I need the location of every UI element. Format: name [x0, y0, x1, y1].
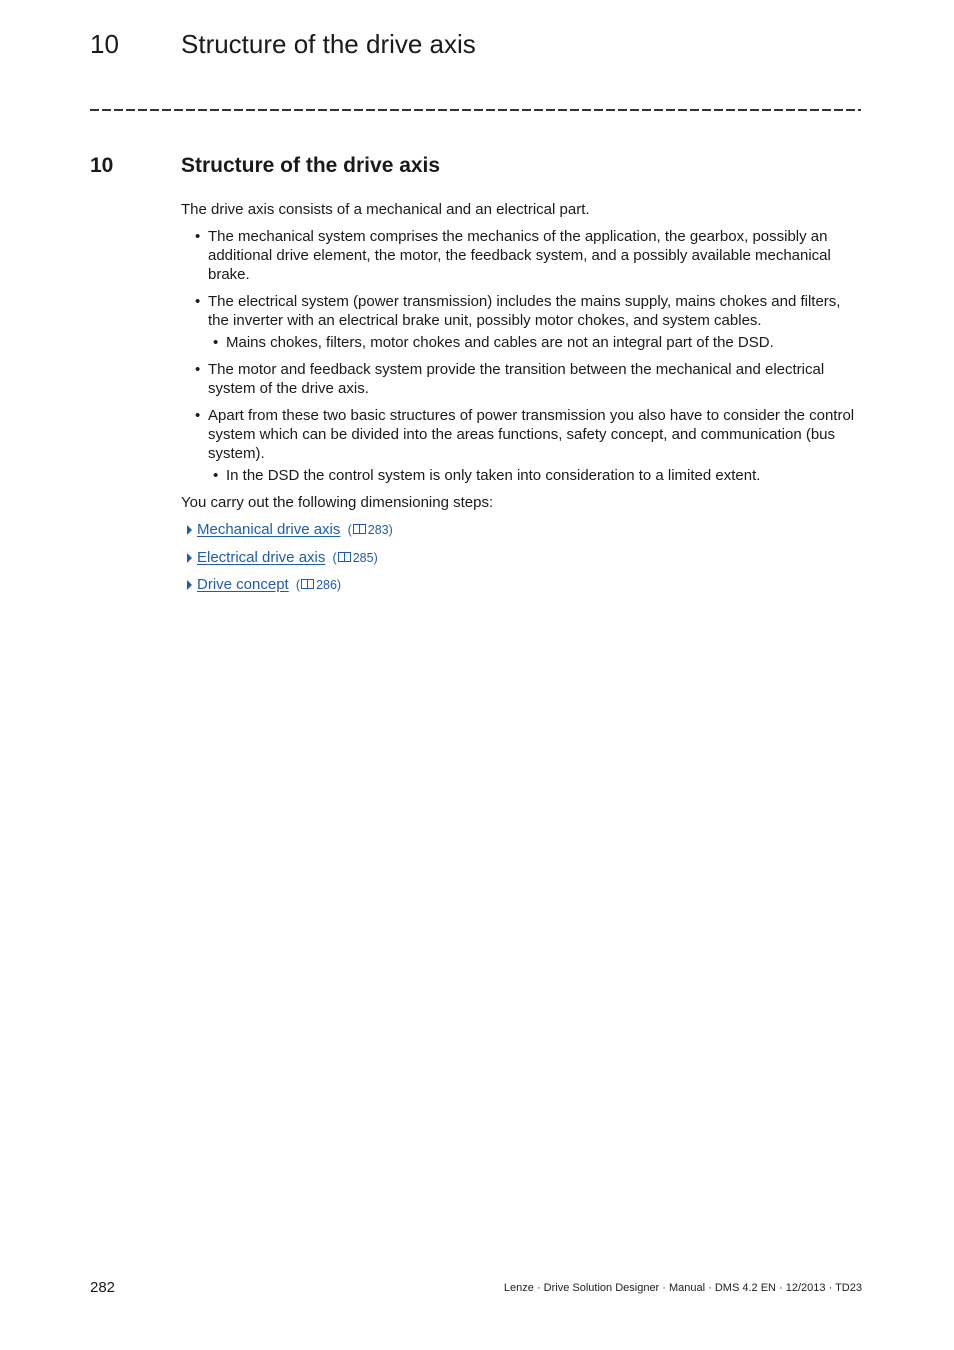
arrow-right-icon: [187, 553, 192, 563]
sub-list: [208, 333, 865, 352]
ref-open: (: [347, 523, 352, 537]
link-mechanical-drive-axis[interactable]: Mechanical drive axis: [197, 521, 341, 538]
link-drive-concept[interactable]: Drive concept: [197, 576, 289, 593]
footer-meta: Lenze · Drive Solution Designer · Manual · DMS 4.2 EN · 12/2013 · TD23: [503, 1282, 862, 1294]
bullet-marker: •: [213, 334, 219, 351]
ref-open: (: [295, 578, 301, 592]
running-header-title: Structure of the drive axis: [181, 29, 476, 59]
step-link-electrical: [181, 548, 865, 567]
page-number-ref: 283: [367, 523, 389, 537]
footer-page-number: 282: [90, 1279, 116, 1296]
list-item-text: The electrical system (power transmission) includes the mains supply, mains chokes and filters, the inverter with an electrical brake unit, possibly motor chokes, and system cables.: [208, 293, 841, 329]
page-number-ref: 286: [316, 578, 337, 592]
sub-list: [208, 466, 865, 485]
ref-close: ): [336, 578, 342, 592]
book-icon: [338, 552, 351, 562]
list-item-text: The mechanical system comprises the mechanics of the application, the gearbox, possibly an additional drive element, the motor, the feedback system, and a possibly available mechanical brake.: [208, 228, 831, 283]
bullet-list: [181, 227, 865, 485]
section-title: Structure of the drive axis: [181, 154, 441, 177]
bullet-marker: •: [195, 228, 201, 245]
list-item: [181, 406, 865, 485]
ref-close: ): [373, 550, 378, 565]
list-item: [181, 227, 865, 284]
ref-close: ): [388, 523, 393, 537]
list-item: [181, 360, 865, 398]
list-item: [181, 292, 865, 352]
sub-list-item-text: In the DSD the control system is only taken into consideration to a limited extent.: [226, 467, 761, 484]
step-link-drive-concept: [181, 575, 865, 594]
running-header-number: 10: [90, 29, 119, 59]
page-number-ref: 285: [352, 550, 374, 565]
body-content: [181, 200, 865, 603]
bullet-marker: •: [213, 467, 219, 484]
step-link-mechanical: [181, 520, 865, 539]
page-reference[interactable]: [348, 523, 393, 537]
section-number: 10: [90, 154, 114, 177]
list-item-text: The motor and feedback system provide the transition between the mechanical and electrical system of the drive axis.: [208, 361, 825, 397]
bullet-marker: •: [195, 293, 201, 310]
link-electrical-drive-axis[interactable]: Electrical drive axis: [197, 548, 326, 566]
page-reference[interactable]: [333, 551, 378, 565]
steps-intro: You carry out the following dimensioning steps:: [181, 494, 494, 511]
sub-list-item: [208, 466, 865, 485]
bullet-marker: •: [195, 407, 201, 424]
book-icon: [353, 524, 366, 534]
intro-paragraph: The drive axis consists of a mechanical and an electrical part.: [181, 201, 590, 218]
page-reference[interactable]: [296, 578, 341, 592]
arrow-right-icon: [187, 525, 192, 535]
book-icon: [301, 579, 314, 589]
bullet-marker: •: [195, 361, 201, 378]
ref-open: (: [332, 550, 337, 565]
arrow-right-icon: [187, 580, 192, 590]
sub-list-item-text: Mains chokes, filters, motor chokes and cables are not an integral part of the DSD.: [226, 334, 774, 351]
sub-list-item: [208, 333, 865, 352]
list-item-text: Apart from these two basic structures of power transmission you also have to consider the control system which can be divided into the areas functions, safety concept, and communication (bus system).: [208, 407, 855, 462]
header-divider: [90, 109, 861, 111]
